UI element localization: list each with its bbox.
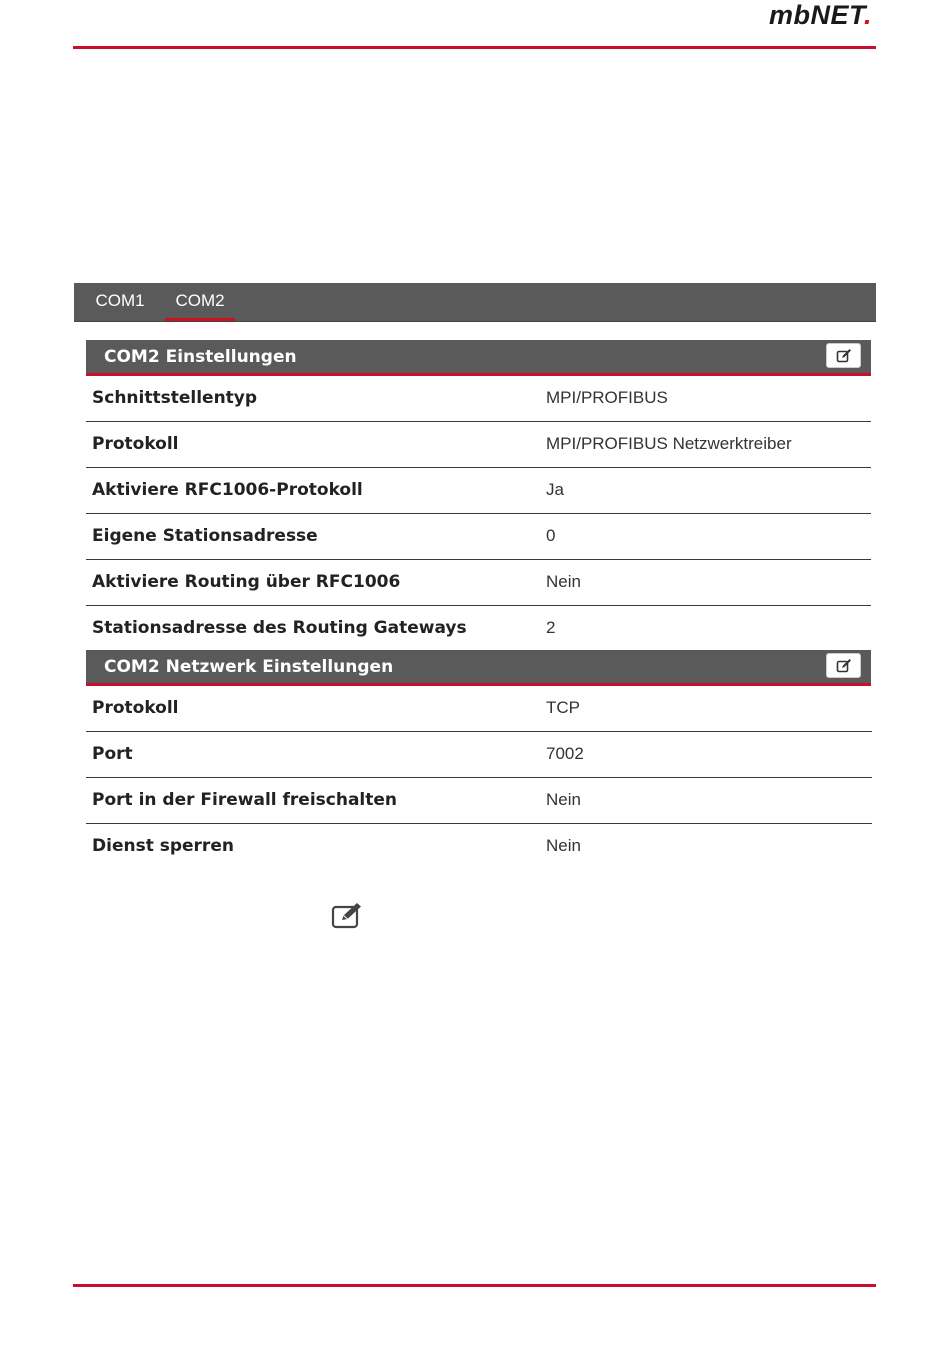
tab-com1[interactable]: COM1 — [95, 291, 145, 310]
row-label: Stationsadresse des Routing Gateways — [92, 618, 467, 638]
row-value: 7002 — [546, 744, 584, 763]
row-label: Port in der Firewall freischalten — [92, 790, 398, 810]
row-value: 0 — [546, 526, 556, 545]
section-title: COM2 Einstellungen — [104, 347, 297, 367]
table-row — [86, 422, 871, 468]
row-label: Port — [92, 744, 133, 764]
row-label: Aktiviere RFC1006-Protokoll — [92, 480, 363, 500]
row-label: Dienst sperren — [92, 836, 234, 856]
footer-divider — [73, 1284, 876, 1287]
row-value: Nein — [546, 836, 581, 855]
tab-bar — [74, 283, 876, 322]
table-row — [86, 560, 871, 606]
row-value: MPI/PROFIBUS — [546, 388, 668, 407]
edit-icon — [836, 348, 852, 364]
edit-icon — [836, 658, 852, 674]
table-row — [86, 778, 872, 824]
row-label: Schnittstellentyp — [92, 388, 258, 408]
edit-button[interactable] — [826, 653, 861, 678]
row-value: Nein — [546, 572, 581, 591]
table-row — [86, 376, 871, 422]
mbnet-logo: mbNET. — [768, 0, 872, 30]
table-row — [86, 606, 871, 652]
row-value: 2 — [546, 618, 556, 637]
row-label: Protokoll — [92, 698, 179, 718]
edit-icon — [331, 902, 365, 934]
section-header-com2-network — [86, 650, 871, 686]
table-row — [86, 732, 872, 778]
row-label: Protokoll — [92, 434, 179, 454]
table-row — [86, 468, 871, 514]
table-row — [86, 514, 871, 560]
tab-com2[interactable]: COM2 — [165, 283, 235, 321]
row-label: Eigene Stationsadresse — [92, 526, 318, 546]
section-header-com2-settings — [86, 340, 871, 376]
row-value: Ja — [546, 480, 564, 499]
header-divider — [73, 46, 876, 49]
table-row — [86, 824, 872, 870]
edit-button[interactable] — [826, 343, 861, 368]
table-row — [86, 686, 872, 732]
row-value: MPI/PROFIBUS Netzwerktreiber — [546, 434, 792, 453]
row-label: Aktiviere Routing über RFC1006 — [92, 572, 401, 592]
row-value: TCP — [546, 698, 580, 717]
section-title: COM2 Netzwerk Einstellungen — [104, 657, 394, 677]
row-value: Nein — [546, 790, 581, 809]
